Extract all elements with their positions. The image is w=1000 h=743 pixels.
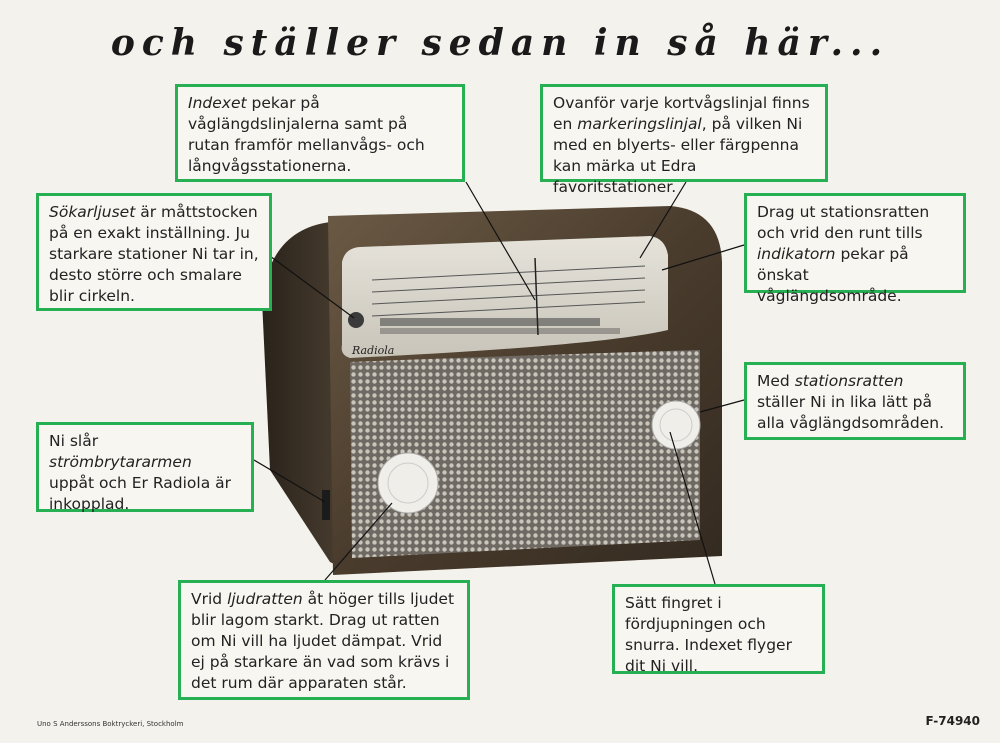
- callout-indicator: Drag ut stationsratten och vrid den runt tills indikatorn pekar på önskat våglängdsområde.: [744, 193, 966, 293]
- callout-finger-spin: Sätt fingret i fördjupningen och snurra. Indexet flyger dit Ni vill.: [612, 584, 825, 674]
- callout-power-switch: Ni slår strömbrytararmen uppåt och Er Radiola är inkopplad.: [36, 422, 254, 512]
- callout-searchlight: Sökarljuset är måttstocken på en exakt inställning. Ju starkare stationer Ni tar in, desto större och smalare blir cirkeln.: [36, 193, 272, 311]
- callout-volume-knob: Vrid ljudratten åt höger tills ljudet blir lagom starkt. Drag ut ratten om Ni vill ha ljudet dämpat. Vrid ej på starkare än vad som krävs i det rum där apparaten står.: [178, 580, 470, 700]
- document-code: F-74940: [925, 714, 980, 728]
- searchlight-eye: [348, 312, 364, 328]
- page-title: och ställer sedan in så här...: [110, 22, 890, 64]
- volume-knob: [378, 453, 438, 513]
- power-switch-arm: [322, 490, 330, 520]
- callout-index: Indexet pekar på våglängdslinjalerna samt på rutan framför mellanvågs- och långvågsstationerna.: [175, 84, 465, 182]
- radio-logo-text: Radiola: [352, 344, 395, 357]
- callout-marking-ruler: Ovanför varje kortvågslinjal finns en markeringslinjal, på vilken Ni med en blyerts- eller färgpenna kan märka ut Edra favoritstationer.: [540, 84, 828, 182]
- station-knob: [652, 401, 700, 449]
- callout-station-knob: Med stationsratten ställer Ni in lika lätt på alla våglängdsområden.: [744, 362, 966, 440]
- printer-credit: Uno S Anderssons Boktryckeri, Stockholm: [37, 720, 184, 728]
